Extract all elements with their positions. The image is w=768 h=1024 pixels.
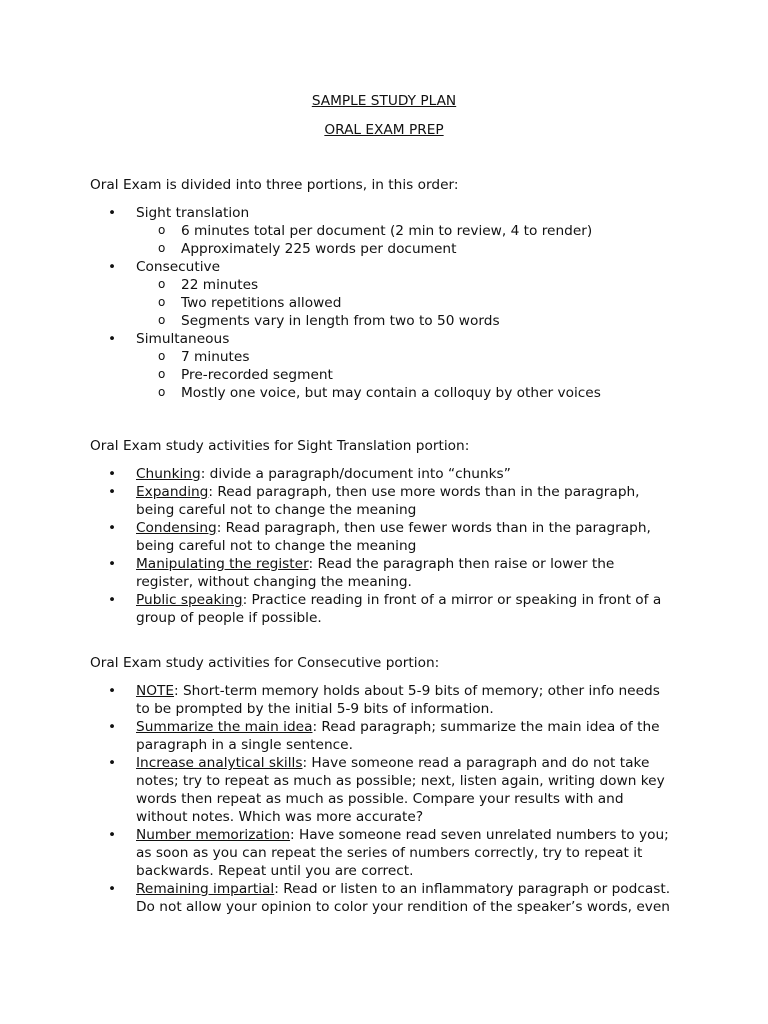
activity-item — [90, 718, 690, 754]
portion-detail: o Approximately 225 words per document — [136, 240, 690, 258]
activity-term: Condensing — [136, 520, 217, 536]
portion-detail: o Two repetitions allowed — [136, 294, 690, 312]
activity-text-cont: backwards. Repeat until you are correct. — [136, 863, 414, 879]
activity-text: : Have someone read seven unrelated numbers to you; — [290, 827, 669, 843]
portion-label: Consecutive — [136, 259, 221, 275]
document-subtitle: ORAL EXAM PREP — [324, 122, 444, 138]
activity-item — [90, 519, 690, 555]
activity-text: : Have someone read a paragraph and do not take — [302, 755, 650, 771]
activity-item — [90, 880, 690, 916]
activity-item — [90, 754, 690, 826]
activity-text: : Read or listen to an inflammatory paragraph or podcast. — [274, 881, 671, 897]
activity-item — [90, 591, 690, 627]
portion-item — [90, 204, 690, 258]
portion-detail: o Segments vary in length from two to 50 words — [136, 312, 690, 330]
activity-text-cont: group of people if possible. — [136, 610, 322, 626]
portion-details — [136, 222, 690, 258]
activity-item — [90, 826, 690, 880]
portion-detail: o 6 minutes total per document (2 min to review, 4 to render) — [136, 222, 690, 240]
activity-term: Summarize the main idea — [136, 719, 313, 735]
sight-heading: Oral Exam study activities for Sight Translation portion: — [90, 438, 470, 454]
activity-text-cont: to be prompted by the initial 5-9 bits of information. — [136, 701, 494, 717]
portion-details — [136, 276, 690, 330]
activity-text-cont: being careful not to change the meaning — [136, 502, 417, 518]
activity-term: Manipulating the register — [136, 556, 309, 572]
activity-text: : Practice reading in front of a mirror or speaking in front of a — [242, 592, 662, 608]
activity-item — [90, 555, 690, 591]
activity-item — [90, 682, 690, 718]
activity-text-cont: Do not allow your opinion to color your rendition of the speaker’s words, even — [136, 899, 670, 915]
activity-text: : divide a paragraph/document into “chunks” — [200, 466, 511, 482]
consecutive-heading: Oral Exam study activities for Consecutive portion: — [90, 655, 440, 671]
portion-detail: o Pre-recorded segment — [136, 366, 690, 384]
portion-detail: o Mostly one voice, but may contain a colloquy by other voices — [136, 384, 690, 402]
portion-label: Simultaneous — [136, 331, 230, 347]
activity-item — [90, 483, 690, 519]
portions-list — [90, 204, 690, 402]
activity-text: : Read paragraph, then use fewer words than in the paragraph, — [216, 520, 651, 536]
activity-text: : Read the paragraph then raise or lower the — [308, 556, 615, 572]
portion-item — [90, 258, 690, 330]
portion-label: Sight translation — [136, 205, 250, 221]
activity-text-cont: without notes. Which was more accurate? — [136, 809, 424, 825]
document-title: SAMPLE STUDY PLAN — [311, 93, 457, 109]
activity-text-cont: paragraph in a single sentence. — [136, 737, 353, 753]
portion-detail: o 7 minutes — [136, 348, 690, 366]
activity-term: Remaining impartial — [136, 881, 275, 897]
activity-term: Public speaking — [136, 592, 243, 608]
activity-text-cont: being careful not to change the meaning — [136, 538, 417, 554]
activity-term: Expanding — [136, 484, 209, 500]
sight-activities-list — [90, 465, 690, 627]
activity-text: : Short-term memory holds about 5-9 bits of memory; other info needs — [174, 683, 660, 699]
activity-term: Increase analytical skills — [136, 755, 303, 771]
activity-term: Number memorization — [136, 827, 291, 843]
activity-text-cont: register, without changing the meaning. — [136, 574, 412, 590]
activity-text-cont: notes; try to repeat as much as possible; next, listen again, writing down key — [136, 773, 665, 789]
intro-paragraph: Oral Exam is divided into three portions, in this order: — [90, 177, 459, 193]
activity-term: NOTE — [136, 683, 175, 699]
portion-item — [90, 330, 690, 402]
activity-term: Chunking — [136, 466, 201, 482]
consecutive-activities-list — [90, 682, 690, 916]
activity-text-cont: words then repeat as much as possible. Compare your results with and — [136, 791, 624, 807]
portion-details — [136, 348, 690, 402]
activity-text: : Read paragraph; summarize the main idea of the — [312, 719, 660, 735]
activity-item — [90, 465, 690, 483]
activity-text-cont: as soon as you can repeat the series of numbers correctly, try to repeat it — [136, 845, 643, 861]
activity-text: : Read paragraph, then use more words than in the paragraph, — [208, 484, 640, 500]
portion-detail: o 22 minutes — [136, 276, 690, 294]
